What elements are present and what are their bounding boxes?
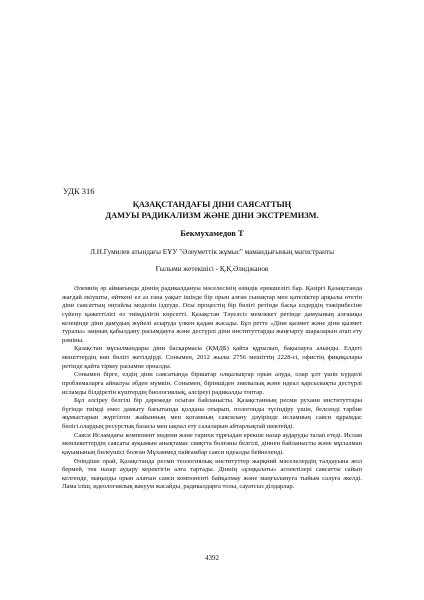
udk-code: УДК 316 (63, 186, 95, 196)
title-line-1: ҚАЗАҚСТАНДАҒЫ ДІНИ САЯСАТТЫҢ (132, 200, 292, 209)
article-title (60, 199, 364, 221)
body-paragraph: Әлемнің әр аймағында діннің радикалдануы мәселесінің өзіндік ерекшелігі бар. Қазіргі Қазақстанда жағдай екіушты, өйткені ел аз ғана уақыт ішінде бір орын алған сынақтар мен қателіктер арқылы өтетін діни саясаттың оңтайлы моделін іздеуде. Осы процестің бір бөлігі ретінде басқа елдердің тәжірибесіне сүйену қажеттілігі өз тиімділігін көрсетті. Қазақстан Тәуелсіз мемлекет ретінде дамуының алғашқы кезеңінде діни дамудың жүйелі асыруда үлкен қадам жасады. Бұл ретте «Діни қызмет және діни қызмет туралы» заңның қабылдану расымдауға және дестүрлі діни институттарды жаңғырту шараларын атап ету рәміны. (62, 285, 362, 344)
author-affiliation: Л.Н.Гумилев атындағы ЕҰУ "Әлеуметтік жұмыс" мамандығының магистранты (90, 248, 334, 256)
body-paragraph: Қазақстан мұсылмандары діни басқармасы (ҚМДБ) қайта құрылып, бақылауға алынды. Елдегі мешіттердің көп бөлігі жетілдірді. Сонымен, 2012 жылы 2756 мешіттің 2228-сі, офистің фиқиқалары ретінде қайта тіркеу расымне орналды. (62, 345, 362, 370)
body-paragraph: Бұл әлсіреу белгілі бір дәрежеде осыған байланысты. Қазақстанның ресми рухани институттары бүгінде тиімді емес дамыту бағытында қолдана отырып, пологонды түсіндіру үшін, белсенді тәрбие жұмыстарын жүргізген жайынның мен қоғамның саясилану дәуірінде исламның саяси құрамдас бөлігі.олардың ресурстық базасы мен ықпал ету салаларын айтарлықтай шектейді. (62, 397, 362, 430)
author-name: Бекмухамедов Т (180, 228, 244, 238)
body-paragraph: Сонымен бірге, елдің діни саясатында біршатар олқылықтар орын алуда, олар ұлт үшін күрделі проблемаларға айналуы әбден мүмкін. Сонымен, біріншіден зиялылық және идеал қарсылықты дестүрлі исламды білдіретін күштердің биологиялық, алсіреуі радикалды топтар. (62, 371, 362, 396)
body-paragraph: Саяси Исламдағы компонент мәдени және тарихи тұрғыдан ерекше назар аударуды талап етеді. Ислам мемлекеттердің саясаты ауқымын анықтамас сияқтта болғаны белгілі, діннен байланысты және мұсылман қауымының билеушісі болған Мұхаммед пайғамбар саяси идеалды бейнеленді. (62, 431, 362, 456)
body-paragraph: Өзіндіше орай, Қазақстанда ресми теологиялық институттер жарқний мәселелердің талдауына жол бермей, тек назар аудару керектігін алға тартады. Діннің «ұзңқалаты» аспектілері саясатты сайып келгенде, маңызды орын алатын саяси компоненті байқалмау және маңғыламуға тыйым салуға әкелді. Лама іліш, идеологиялық вакуум жасайды, радикалдарға толы, сауатсыз ділдарлар. (62, 457, 362, 491)
page-number: 4392 (205, 554, 219, 562)
article-body (62, 285, 362, 492)
scientific-supervisor: Ғылыми жетекшісі - Қ.Қ.Әлиджанов (155, 265, 269, 273)
title-line-2: ДАМУЫ РАДИКАЛИЗМ ЖӘНЕ ДІНИ ЭКСТРЕМИЗМ. (105, 211, 319, 220)
